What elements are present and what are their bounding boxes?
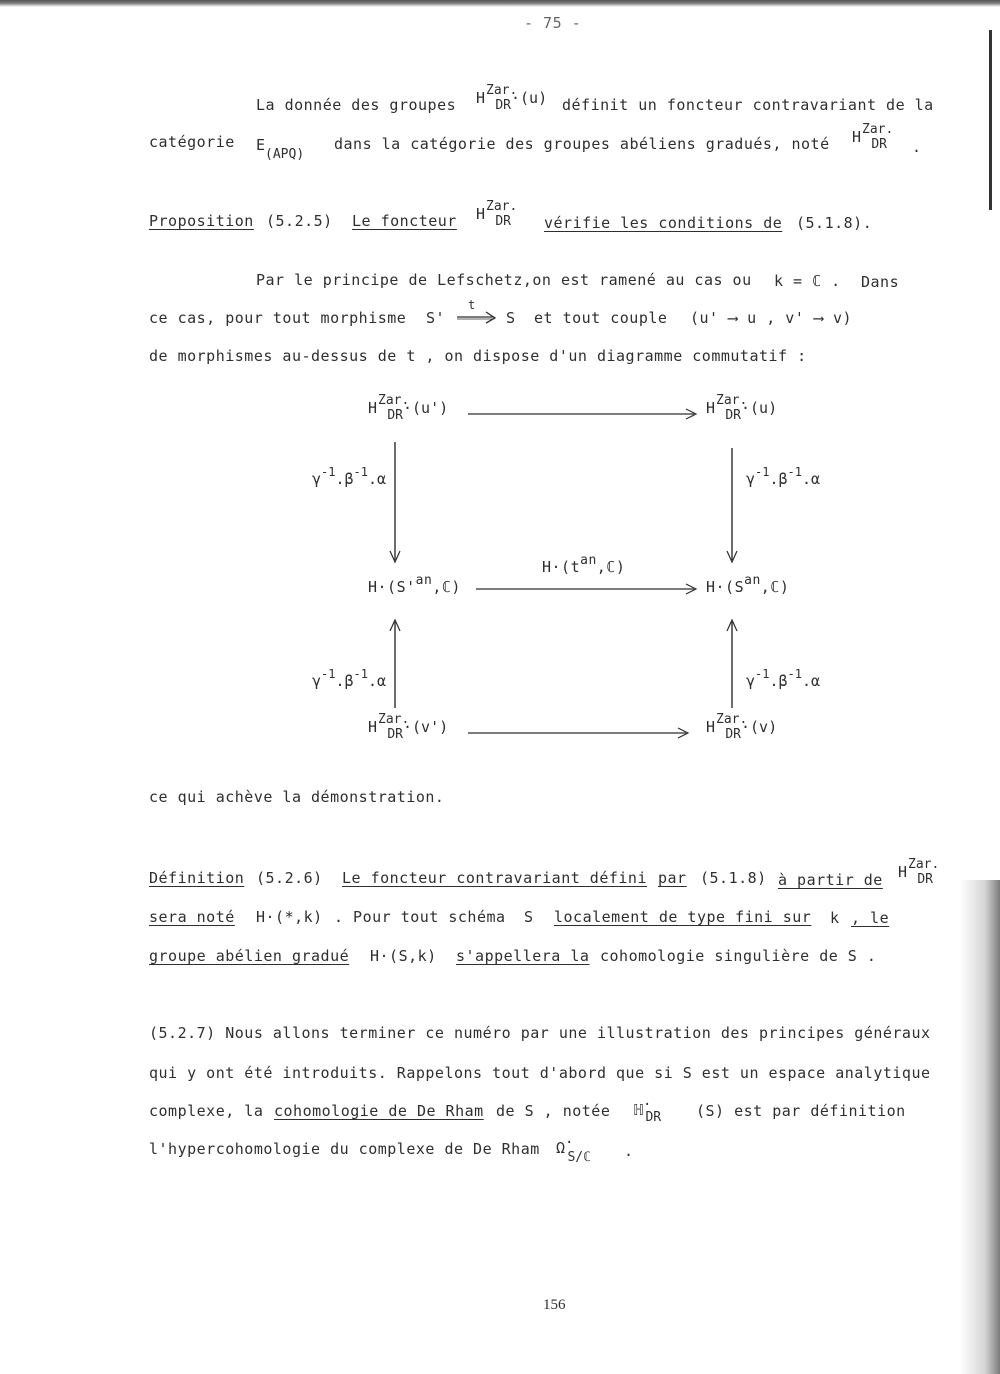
para2-dans: Dans bbox=[861, 273, 900, 291]
label-left-bottom: $\gamma^{-1}.\beta^{-1}.\alpha$ bbox=[312, 667, 387, 690]
node-mid-left: H·(S'an,ℂ) bbox=[368, 573, 461, 596]
page-number: 156 bbox=[543, 1297, 566, 1313]
para3-line2: qui y ont été introduits. Rappelons tout d'abord que si S est un espace analytique bbox=[149, 1064, 931, 1082]
para3-line3-a: complexe, la bbox=[149, 1102, 264, 1120]
hdr-bbH-symbol: $ℍ\cdot_{DR}$ bbox=[634, 1097, 662, 1125]
definition-k: k bbox=[830, 909, 840, 927]
page-header-mark: - 75 - bbox=[524, 14, 582, 32]
node-top-left: $H^{Zar.}_{DR}\cdot(u')$ bbox=[368, 393, 449, 423]
definition-notation: H·(*,k) bbox=[256, 908, 323, 926]
definition-line2-a: sera noté bbox=[149, 908, 235, 926]
hdr-zar-symbol-3: $H^{Zar.}_{DR}$ bbox=[476, 199, 518, 229]
omega-symbol: $\Omega\cdot_{S/ℂ}$ bbox=[556, 1135, 591, 1165]
s-target: S bbox=[506, 309, 516, 327]
hdr-zar-symbol-4: $H^{Zar.}_{DR}$ bbox=[898, 857, 940, 887]
proposition-label: Proposition bbox=[149, 212, 254, 230]
para2-line2-mid: et tout couple bbox=[534, 309, 668, 327]
para1-line1-pre: La donnée des groupes bbox=[256, 96, 457, 114]
node-mid-right: H·(San,ℂ) bbox=[706, 573, 790, 596]
definition-text-1: Le foncteur contravariant défini bbox=[342, 869, 647, 887]
definition-line3-c: cohomologie singulière de S . bbox=[600, 947, 877, 965]
hdr-zar-symbol-2: $H^{Zar.}_{DR}$ bbox=[852, 122, 894, 152]
definition-notation-2: H·(S,k) bbox=[370, 947, 437, 965]
para2-line1: Par le principe de Lefschetz,on est ramené au cas ou bbox=[256, 271, 752, 289]
definition-label: Définition bbox=[149, 869, 245, 887]
conclusion: ce qui achève la démonstration. bbox=[149, 788, 445, 806]
para2-k-eq: k = ℂ . bbox=[774, 272, 841, 290]
para3-line3-b: de S , notée bbox=[496, 1102, 611, 1120]
para1-line1-post: définit un foncteur contravariant de la bbox=[562, 96, 934, 114]
definition-ref: (5.1.8) bbox=[700, 869, 767, 887]
definition-line2-d: , le bbox=[851, 909, 890, 927]
para1-line2-mid: dans la catégorie des groupes abéliens gradués, noté bbox=[334, 135, 830, 153]
label-mid-arrow: H·(tan,ℂ) bbox=[542, 553, 626, 576]
label-left-top: $\gamma^{-1}.\beta^{-1}.\alpha$ bbox=[312, 465, 387, 488]
definition-par: par bbox=[658, 869, 687, 887]
definition-line3-b: s'appellera la bbox=[456, 947, 590, 965]
node-top-right: $H^{Zar.}_{DR}\cdot(u)$ bbox=[706, 393, 778, 423]
s-prime: S' bbox=[426, 309, 446, 327]
proposition-number: (5.2.5) bbox=[266, 212, 333, 230]
para2-line3: de morphismes au-dessus de t , on dispose d'un diagramme commutatif : bbox=[149, 347, 807, 365]
definition-line2-b: . Pour tout schéma bbox=[334, 908, 506, 926]
para3-line3-u: cohomologie de De Rham bbox=[274, 1102, 484, 1120]
proposition-text-2: vérifie les conditions de bbox=[544, 214, 783, 232]
definition-text-2: à partir de bbox=[778, 871, 883, 889]
para3-line4-end: . bbox=[624, 1142, 634, 1160]
definition-number: (5.2.6) bbox=[256, 869, 323, 887]
para2-line2-pre: ce cas, pour tout morphisme bbox=[149, 309, 407, 327]
node-bottom-right: $H^{Zar.}_{DR}\cdot(v)$ bbox=[706, 712, 778, 742]
node-bottom-left: $H^{Zar.}_{DR}\cdot(v')$ bbox=[368, 712, 449, 742]
para3-line4-a: l'hypercohomologie du complexe de De Rham bbox=[149, 1140, 540, 1158]
definition-S: S bbox=[524, 908, 534, 926]
proposition-text-1: Le foncteur bbox=[352, 212, 457, 230]
para3-line3-c: (S) est par définition bbox=[696, 1102, 906, 1120]
proposition-ref: (5.1.8). bbox=[796, 214, 873, 232]
label-right-top: $\gamma^{-1}.\beta^{-1}.\alpha$ bbox=[746, 465, 821, 488]
para3-line1: (5.2.7) Nous allons terminer ce numéro par une illustration des principes généraux bbox=[149, 1024, 931, 1042]
definition-line2-c: localement de type fini sur bbox=[554, 908, 812, 926]
label-right-bottom: $\gamma^{-1}.\beta^{-1}.\alpha$ bbox=[746, 667, 821, 690]
hdr-zar-symbol: $H^{Zar.}_{DR}\cdot(u)$ bbox=[476, 83, 548, 113]
para2-couple: (u' ⟶ u , v' ⟶ v) bbox=[690, 309, 853, 327]
e-apq-symbol: $E_{(APQ)}$ bbox=[256, 136, 305, 162]
para1-line2-end: . bbox=[912, 138, 922, 156]
t-label: t bbox=[468, 298, 476, 312]
para1-line2-pre: catégorie bbox=[149, 133, 235, 151]
definition-line3-a: groupe abélien gradué bbox=[149, 947, 350, 965]
